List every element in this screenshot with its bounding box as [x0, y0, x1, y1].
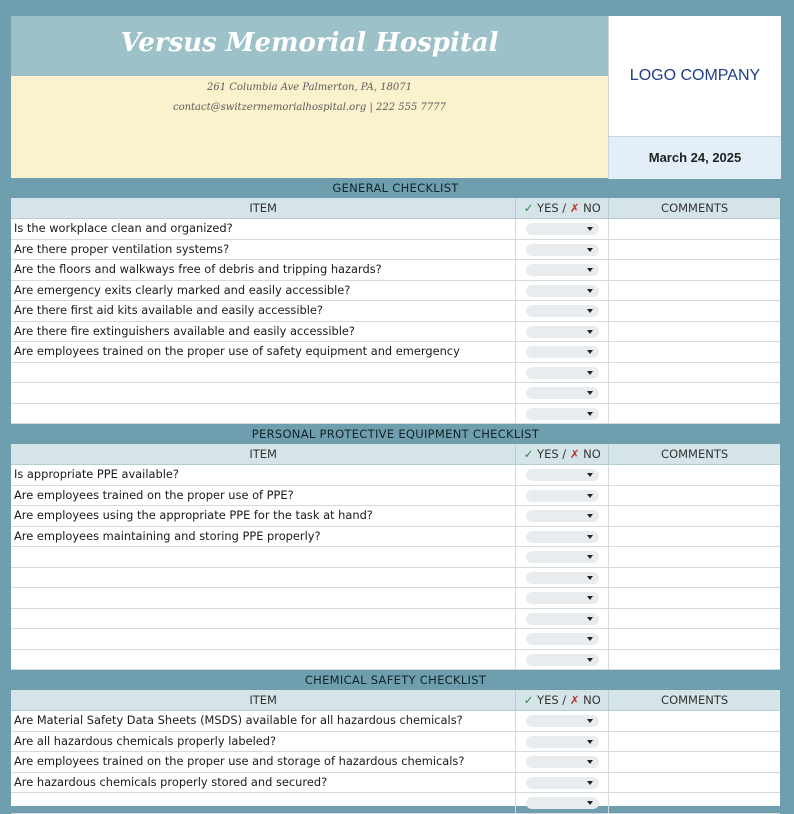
chevron-down-icon [587, 760, 593, 764]
section-title: CHEMICAL SAFETY CHECKLIST [11, 670, 780, 690]
yes-no-cell [516, 732, 609, 752]
yes-no-cell [516, 240, 609, 260]
yes-no-dropdown[interactable] [526, 715, 599, 727]
item-text [11, 404, 516, 424]
comment-cell[interactable] [609, 732, 780, 752]
yes-no-dropdown[interactable] [526, 756, 599, 768]
chevron-down-icon [587, 350, 593, 354]
item-text: Are employees trained on the proper use and storage of hazardous chemicals? [11, 752, 516, 772]
chevron-down-icon [587, 637, 593, 641]
item-text [11, 568, 516, 588]
logo-box [608, 16, 781, 136]
comment-cell[interactable] [609, 219, 780, 239]
chevron-down-icon [587, 555, 593, 559]
table-row [11, 260, 780, 281]
item-text: Are there first aid kits available and easily accessible? [11, 301, 516, 321]
yes-no-cell [516, 465, 609, 485]
yes-no-dropdown[interactable] [526, 305, 599, 317]
comment-cell[interactable] [609, 527, 780, 547]
comment-cell[interactable] [609, 629, 780, 649]
section-title: GENERAL CHECKLIST [11, 178, 780, 198]
item-text: Are all hazardous chemicals properly labeled? [11, 732, 516, 752]
item-text: Are employees trained on the proper use of safety equipment and emergency [11, 342, 516, 362]
title-band [11, 16, 608, 76]
address-band [11, 76, 608, 178]
table-row [11, 527, 780, 548]
table-row [11, 240, 780, 261]
yes-no-column-header [516, 444, 609, 464]
table-row [11, 547, 780, 568]
chevron-down-icon [587, 781, 593, 785]
comments-column-header: COMMENTS [661, 447, 729, 461]
yes-no-cell [516, 506, 609, 526]
table-row [11, 793, 780, 814]
company-logo: LOGO COMPANY [629, 67, 761, 84]
comment-cell[interactable] [609, 240, 780, 260]
chevron-down-icon [587, 473, 593, 477]
comments-column-header: COMMENTS [661, 201, 729, 215]
yes-label: YES / [533, 447, 570, 461]
table-row [11, 568, 780, 589]
cross-icon: ✗ [569, 693, 580, 707]
comment-cell[interactable] [609, 588, 780, 608]
comment-cell[interactable] [609, 281, 780, 301]
comment-cell[interactable] [609, 773, 780, 793]
cross-icon: ✗ [569, 201, 580, 215]
comment-cell[interactable] [609, 465, 780, 485]
chevron-down-icon [587, 719, 593, 723]
yes-no-dropdown[interactable] [526, 469, 599, 481]
comment-cell[interactable] [609, 322, 780, 342]
checklist-page [11, 16, 780, 806]
comment-cell[interactable] [609, 404, 780, 424]
table-row [11, 363, 780, 384]
comment-cell[interactable] [609, 609, 780, 629]
table-row [11, 588, 780, 609]
comment-cell[interactable] [609, 752, 780, 772]
no-label: NO [579, 201, 601, 215]
chevron-down-icon [587, 801, 593, 805]
check-icon: ✓ [523, 447, 534, 461]
yes-no-dropdown[interactable] [526, 326, 599, 338]
chevron-down-icon [587, 412, 593, 416]
item-text [11, 363, 516, 383]
item-text [11, 383, 516, 403]
item-text [11, 629, 516, 649]
table-row [11, 219, 780, 240]
yes-no-dropdown[interactable] [526, 797, 599, 809]
chevron-down-icon [587, 514, 593, 518]
no-label: NO [579, 447, 601, 461]
yes-no-dropdown[interactable] [526, 551, 599, 563]
yes-no-cell [516, 609, 609, 629]
item-text: Are hazardous chemicals properly stored and secured? [11, 773, 516, 793]
yes-no-cell [516, 752, 609, 772]
chevron-down-icon [587, 494, 593, 498]
yes-no-dropdown[interactable] [526, 592, 599, 604]
yes-no-cell [516, 342, 609, 362]
comment-cell[interactable] [609, 383, 780, 403]
yes-label: YES / [533, 693, 570, 707]
checklist-section [11, 670, 780, 814]
table-row [11, 650, 780, 671]
item-text [11, 588, 516, 608]
yes-no-cell [516, 588, 609, 608]
yes-no-dropdown[interactable] [526, 285, 599, 297]
table-row [11, 486, 780, 507]
comment-cell[interactable] [609, 650, 780, 670]
hospital-name: Versus Memorial Hospital [120, 28, 499, 58]
yes-no-cell [516, 281, 609, 301]
yes-no-dropdown[interactable] [526, 613, 599, 625]
item-column-header: ITEM [11, 444, 516, 464]
item-text: Are emergency exits clearly marked and easily accessible? [11, 281, 516, 301]
chevron-down-icon [587, 289, 593, 293]
item-column-header: ITEM [11, 198, 516, 218]
table-row [11, 465, 780, 486]
item-text: Are Material Safety Data Sheets (MSDS) available for all hazardous chemicals? [11, 711, 516, 731]
yes-no-column-header [516, 198, 609, 218]
item-text [11, 793, 516, 813]
item-text: Is the workplace clean and organized? [11, 219, 516, 239]
hospital-address: 261 Columbia Ave Palmerton, PA, 18071 [206, 82, 413, 93]
column-header-row [11, 198, 780, 219]
chevron-down-icon [587, 391, 593, 395]
comment-cell[interactable] [609, 342, 780, 362]
comment-cell[interactable] [609, 793, 780, 813]
comment-cell[interactable] [609, 711, 780, 731]
chevron-down-icon [587, 248, 593, 252]
yes-no-cell [516, 568, 609, 588]
yes-no-cell [516, 363, 609, 383]
yes-no-dropdown[interactable] [526, 510, 599, 522]
table-row [11, 629, 780, 650]
chevron-down-icon [587, 596, 593, 600]
chevron-down-icon [587, 740, 593, 744]
yes-no-cell [516, 773, 609, 793]
table-row [11, 506, 780, 527]
yes-no-cell [516, 527, 609, 547]
chevron-down-icon [587, 309, 593, 313]
comment-cell[interactable] [609, 506, 780, 526]
yes-no-cell [516, 301, 609, 321]
chevron-down-icon [587, 268, 593, 272]
checklist-section [11, 424, 780, 670]
item-column-header: ITEM [11, 690, 516, 710]
yes-no-cell [516, 383, 609, 403]
table-row [11, 301, 780, 322]
comment-cell[interactable] [609, 260, 780, 280]
yes-no-dropdown[interactable] [526, 408, 599, 420]
item-text: Are there fire extinguishers available and easily accessible? [11, 322, 516, 342]
item-text [11, 650, 516, 670]
document-date: March 24, 2025 [648, 150, 742, 165]
table-row [11, 342, 780, 363]
yes-no-dropdown[interactable] [526, 367, 599, 379]
chevron-down-icon [587, 371, 593, 375]
document-header [11, 16, 780, 178]
checklist-section [11, 178, 780, 424]
yes-no-cell [516, 260, 609, 280]
item-text: Are there proper ventilation systems? [11, 240, 516, 260]
table-row [11, 383, 780, 404]
comment-cell[interactable] [609, 363, 780, 383]
yes-no-column-header [516, 690, 609, 710]
item-text: Are employees trained on the proper use of PPE? [11, 486, 516, 506]
yes-no-dropdown[interactable] [526, 244, 599, 256]
chevron-down-icon [587, 535, 593, 539]
cross-icon: ✗ [569, 447, 580, 461]
yes-no-dropdown[interactable] [526, 264, 599, 276]
comment-cell[interactable] [609, 568, 780, 588]
date-box [608, 136, 781, 179]
yes-no-dropdown[interactable] [526, 387, 599, 399]
yes-no-cell [516, 711, 609, 731]
yes-no-cell [516, 486, 609, 506]
check-icon: ✓ [523, 201, 534, 215]
yes-no-dropdown[interactable] [526, 736, 599, 748]
yes-no-dropdown[interactable] [526, 531, 599, 543]
yes-no-dropdown[interactable] [526, 777, 599, 789]
chevron-down-icon [587, 617, 593, 621]
item-text [11, 547, 516, 567]
table-row [11, 773, 780, 794]
yes-no-cell [516, 629, 609, 649]
hospital-contact: contact@switzermemorialhospital.org | 222 555 7777 [172, 102, 447, 113]
yes-no-cell [516, 404, 609, 424]
table-row [11, 404, 780, 425]
yes-no-dropdown[interactable] [526, 572, 599, 584]
no-label: NO [579, 693, 601, 707]
yes-no-dropdown[interactable] [526, 223, 599, 235]
yes-no-cell [516, 650, 609, 670]
yes-no-dropdown[interactable] [526, 633, 599, 645]
yes-no-cell [516, 793, 609, 813]
comment-cell[interactable] [609, 301, 780, 321]
comment-cell[interactable] [609, 486, 780, 506]
table-row [11, 732, 780, 753]
yes-no-dropdown[interactable] [526, 490, 599, 502]
table-row [11, 322, 780, 343]
check-icon: ✓ [523, 693, 534, 707]
table-row [11, 609, 780, 630]
item-text: Are employees using the appropriate PPE for the task at hand? [11, 506, 516, 526]
item-text: Are the floors and walkways free of debris and tripping hazards? [11, 260, 516, 280]
yes-no-dropdown[interactable] [526, 654, 599, 666]
item-text: Is appropriate PPE available? [11, 465, 516, 485]
yes-label: YES / [533, 201, 570, 215]
yes-no-cell [516, 547, 609, 567]
section-title: PERSONAL PROTECTIVE EQUIPMENT CHECKLIST [11, 424, 780, 444]
yes-no-dropdown[interactable] [526, 346, 599, 358]
chevron-down-icon [587, 227, 593, 231]
table-row [11, 711, 780, 732]
chevron-down-icon [587, 658, 593, 662]
item-text [11, 609, 516, 629]
column-header-row [11, 444, 780, 465]
comments-column-header: COMMENTS [661, 693, 729, 707]
comment-cell[interactable] [609, 547, 780, 567]
checklist-sections [11, 178, 780, 814]
table-row [11, 752, 780, 773]
table-row [11, 281, 780, 302]
yes-no-cell [516, 322, 609, 342]
yes-no-cell [516, 219, 609, 239]
chevron-down-icon [587, 576, 593, 580]
chevron-down-icon [587, 330, 593, 334]
column-header-row [11, 690, 780, 711]
item-text: Are employees maintaining and storing PPE properly? [11, 527, 516, 547]
